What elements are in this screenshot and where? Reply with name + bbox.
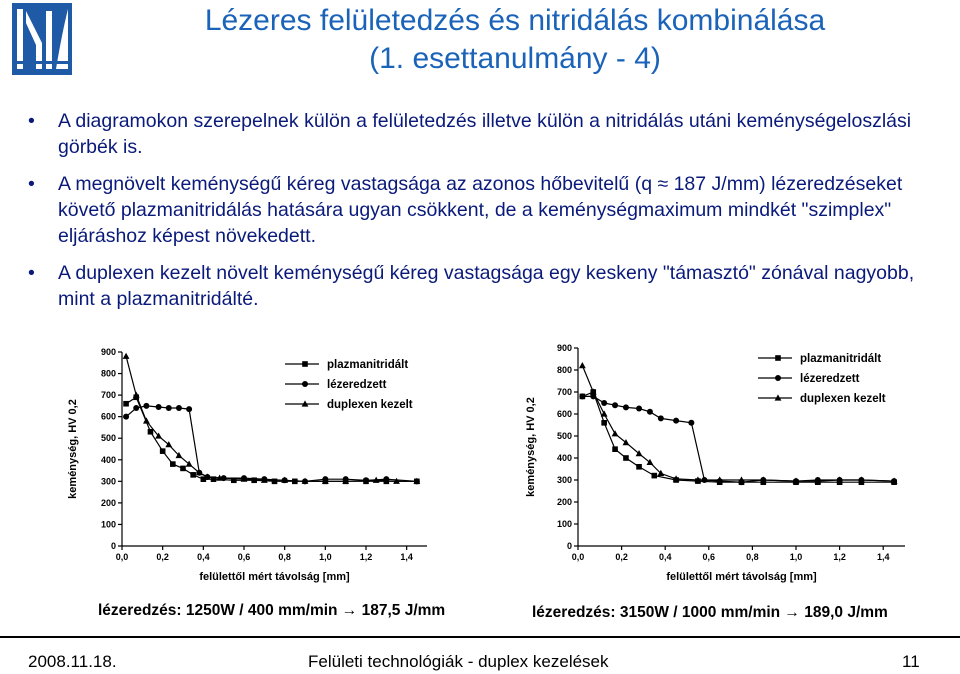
data-point-square [601,420,607,426]
legend-marker-circle [302,381,308,387]
x-tick-label: 1,2 [833,552,846,562]
legend-label: duplexen kezelt [800,393,886,405]
y-tick-label: 700 [100,390,116,401]
legend-marker-square [302,361,308,367]
series-line-circle [582,396,894,482]
x-tick-label: 1,0 [319,552,332,562]
x-tick-label: 0,8 [278,552,291,562]
data-point-circle [623,404,629,410]
data-point-circle [143,403,149,409]
x-tick-label: 0,0 [571,552,585,562]
data-point-square [623,455,629,461]
slide-title-line1: Lézeres felületedzés és nitridálás kombinálása [204,4,826,37]
data-point-square [180,466,186,472]
bullet-item [28,171,933,249]
legend-label: plazmanitridált [800,353,882,365]
hardness-chart-right [520,336,920,598]
x-tick-label: 0,2 [615,552,628,562]
bullet-list [28,108,933,323]
bullet-text: A duplexen kezelt növelt keménységű kéreg vastagsága egy keskeny "támasztó" zónával nagyobb, mint a plazmanitridálté. [58,262,915,310]
series-line-square [582,392,894,482]
data-point-triangle [143,417,150,423]
y-tick-label: 200 [556,497,572,507]
data-point-square [170,461,176,467]
bullet-text: A diagramokon szerepelnek külön a felületedzés illetve külön a nitridálás utáni keménységeloszlási görbék is. [58,110,912,158]
y-tick-label: 0 [110,541,116,551]
data-point-square [652,473,658,479]
data-point-circle [133,405,139,411]
y-tick-label: 300 [100,476,116,487]
y-axis-title: keménység, HV 0,2 [525,397,537,497]
y-tick-label: 100 [556,519,572,529]
x-tick-label: 1,0 [789,552,803,562]
legend-label: duplexen kezelt [327,399,413,411]
data-point-circle [647,409,653,415]
x-tick-label: 0,2 [156,552,169,562]
hardness-chart-left [62,338,462,598]
chart-svg [520,336,920,598]
data-point-square [123,401,129,407]
data-point-square [636,464,642,470]
x-axis-title: felülettől mért távolság [mm] [666,571,817,583]
bullet-text: A megnövelt keménységű kéreg vastagsága az azonos hőbevitelű (q ≈ 187 J/mm) lézeredzéseket követő plazmanitridálás hatására ugyan csökkent, de a keménységmaximum mindkét "szimplex" eljáráshoz képest növekedett. [58,173,903,247]
y-tick-label: 800 [100,368,116,379]
institution-logo [12,3,72,75]
footer-page-number: 11 [902,652,920,671]
x-tick-label: 1,4 [400,552,413,562]
legend-marker-circle [775,375,781,381]
data-point-circle [166,405,172,411]
x-tick-label: 1,2 [359,552,373,562]
y-tick-label: 800 [556,365,572,375]
bullet-glyph: • [28,110,35,132]
chart-caption-left: lézeredzés: 1250W / 400 mm/min → 187,5 J/mm [98,602,446,619]
x-tick-label: 0,6 [702,552,716,562]
data-point-square [160,448,166,454]
data-point-triangle [601,410,608,416]
x-tick-label: 0,4 [658,552,672,562]
x-tick-label: 0,0 [115,552,129,562]
bullet-glyph: • [28,173,35,195]
y-tick-label: 300 [556,475,572,485]
data-point-circle [658,415,664,421]
data-point-circle [601,400,607,406]
data-point-circle [673,418,679,424]
legend-marker-square [775,355,781,361]
y-tick-label: 600 [556,409,572,419]
y-tick-label: 500 [100,433,116,444]
slide-title-line2: (1. esettanulmány - 4) [369,42,661,75]
legend-label: lézeredzett [800,373,860,385]
data-point-square [612,446,618,452]
y-tick-label: 900 [100,347,116,357]
data-point-circle [688,420,694,426]
data-point-triangle [579,362,586,368]
y-axis-title: keménység, HV 0,2 [67,399,79,499]
data-point-circle [123,414,129,420]
legend-label: plazmanitridált [327,359,409,371]
data-point-circle [612,402,618,408]
data-point-triangle [123,353,130,359]
y-tick-label: 500 [556,431,572,441]
series-line-triangle [126,356,417,481]
y-tick-label: 0 [566,541,572,551]
x-tick-label: 0,8 [746,552,759,562]
y-tick-label: 600 [100,411,116,422]
x-tick-label: 0,6 [237,552,251,562]
bullet-item [28,108,933,160]
data-point-circle [156,404,162,410]
y-tick-label: 100 [100,519,116,530]
legend-label: lézeredzett [327,379,387,391]
data-point-square [190,472,196,478]
x-tick-label: 0,4 [197,552,210,562]
data-point-square [148,429,154,435]
chart-svg [62,338,462,598]
data-point-circle [186,406,192,412]
x-tick-label: 1,4 [876,552,890,562]
x-axis-title: felülettől mért távolság [mm] [199,571,350,583]
bullet-glyph: • [28,262,35,284]
data-point-triangle [612,430,619,436]
y-tick-label: 900 [556,343,572,353]
footer-title: Felületi technológiák - duplex kezelések [308,652,609,671]
chart-caption-right: lézeredzés: 3150W / 1000 mm/min → 189,0 J/mm [532,604,888,621]
y-tick-label: 400 [100,454,116,465]
data-point-circle [176,405,182,411]
slide-title [70,2,960,78]
data-point-circle [579,393,585,399]
footer-date: 2008.11.18. [28,652,117,671]
bullet-item [28,260,933,312]
data-point-circle [636,406,642,412]
y-tick-label: 400 [556,453,572,463]
y-tick-label: 700 [556,387,572,397]
data-point-triangle [647,459,654,465]
footer-divider [0,636,960,638]
y-tick-label: 200 [100,497,116,508]
